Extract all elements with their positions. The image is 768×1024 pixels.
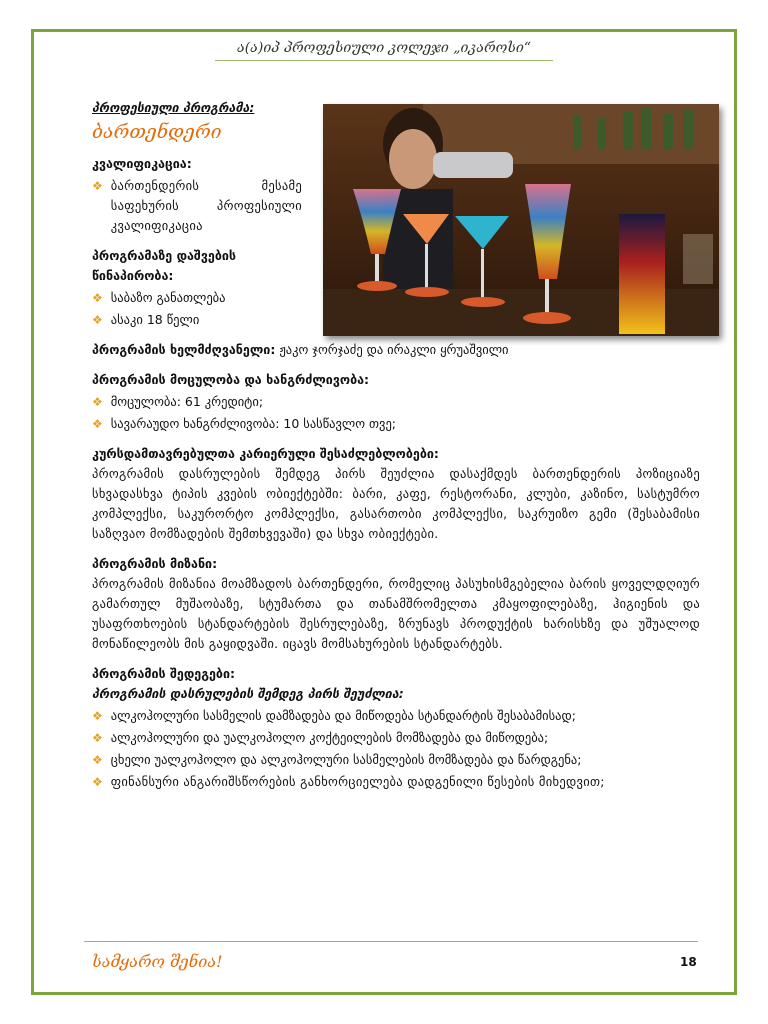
result-item: ცხელი უალკოჰოლო და ალკოჰოლური სასმელების მომზადება და წარდგენა;: [110, 752, 582, 767]
bullet-icon: ❖: [92, 291, 103, 305]
goal-text: პროგრამის მიზანია მოამზადოს ბართენდერი, რომელიც პასუხისმგებელია ბარის ყოველდღიურ გამართულ მუშაობაზე, სტუმართა და თანამშრომელთა კმაყოფილებაზე, ჰიგიენის და უსაფრთხოების სტანდარტების შესრულებაზე, ზრუნავს პროდუქტის ხარისხზე და უშუალოდ მონაწილეობს მის გაყიდვაში. იცავს მომსახურების სტანდარტებს.: [92, 576, 700, 651]
program-name: ბართენდერი: [92, 121, 222, 143]
volume-item: სავარაუდო ხანგრძლივობა: 10 სასწავლო თვე;: [110, 416, 397, 431]
volume-heading: პროგრამის მოცულობა და ხანგრძლივობა:: [92, 372, 370, 387]
results-subheading: პროგრამის დასრულების შემდეგ პირს შეუძლია:: [92, 686, 404, 701]
career-text: პროგრამის დასრულების შემდეგ პირს შეუძლია დასაქმდეს ბართენდერის პოზიციაზე სხვადასხვა ტიპის კვების ობიექტებში: ბარი, კაფე, რესტორანი, კლუბი, კაზინო, სასტუმრო კომპლექსი, საკურორტო კომპლექსი, გასართობი კომპლექსი, საკრუიზო გემი (შესაბამისი საზღვაო მომზადების შემთხვევაში) და სხვა ობიექტები.: [92, 466, 700, 541]
leader-value: ჟაკო ჯორჯაძე და ირაკლი ყრუაშვილი: [279, 342, 509, 357]
bullet-icon: ❖: [92, 313, 103, 327]
career-heading: კურსდამთავრებულთა კარიერული შესაძლებლობები:: [92, 446, 439, 461]
qualification-text: ბართენდერის მესამე საფეხურის პროფესიული კვალიფიკაცია: [110, 178, 302, 233]
list-item: [92, 176, 302, 236]
list-item: [92, 750, 700, 770]
bullet-icon: ❖: [92, 753, 103, 767]
bullet-icon: ❖: [92, 775, 103, 789]
leader-label: პროგრამის ხელმძღვანელი:: [92, 342, 276, 357]
qualification-heading: კვალიფიკაცია:: [92, 156, 192, 171]
volume-item: მოცულობა: 61 კრედიტი;: [110, 394, 264, 409]
bullet-icon: ❖: [92, 731, 103, 745]
left-column: [92, 98, 302, 330]
results-heading: პროგრამის შედეგები:: [92, 666, 235, 681]
result-item: ფინანსური ანგარიშსწორების განხორციელება დადგენილი წესების მიხედვით;: [110, 774, 605, 789]
list-item: [92, 392, 700, 412]
page-header: ა(ა)იპ პროფესიული კოლეჯი „იკაროსი“: [215, 40, 553, 61]
admission-item: ასაკი 18 წელი: [110, 312, 200, 327]
result-item: ალკოჰოლური სასმელის დამზადება და მიწოდება სტანდარტის შესაბამისად;: [110, 708, 576, 723]
footer-divider: [84, 941, 698, 942]
page-number: 18: [680, 955, 697, 969]
admission-item: საბაზო განათლება: [110, 290, 226, 305]
program-label: პროფესიული პროგრამა:: [92, 100, 255, 115]
footer-slogan: სამყარო შენია!: [92, 952, 223, 971]
bullet-icon: ❖: [92, 417, 103, 431]
bullet-icon: ❖: [92, 395, 103, 409]
leader-line: [92, 340, 700, 360]
list-item: [92, 772, 700, 792]
list-item: [92, 310, 302, 330]
list-item: [92, 414, 700, 434]
admission-heading: პროგრამაზე დაშვების წინაპირობა:: [92, 248, 237, 283]
bullet-icon: ❖: [92, 179, 103, 193]
list-item: [92, 706, 700, 726]
goal-heading: პროგრამის მიზანი:: [92, 556, 218, 571]
list-item: [92, 288, 302, 308]
list-item: [92, 728, 700, 748]
bullet-icon: ❖: [92, 709, 103, 723]
result-item: ალკოჰოლური და უალკოჰოლო კოქტეილების მომზადება და მიწოდება;: [110, 730, 549, 745]
document-body: [92, 98, 700, 792]
